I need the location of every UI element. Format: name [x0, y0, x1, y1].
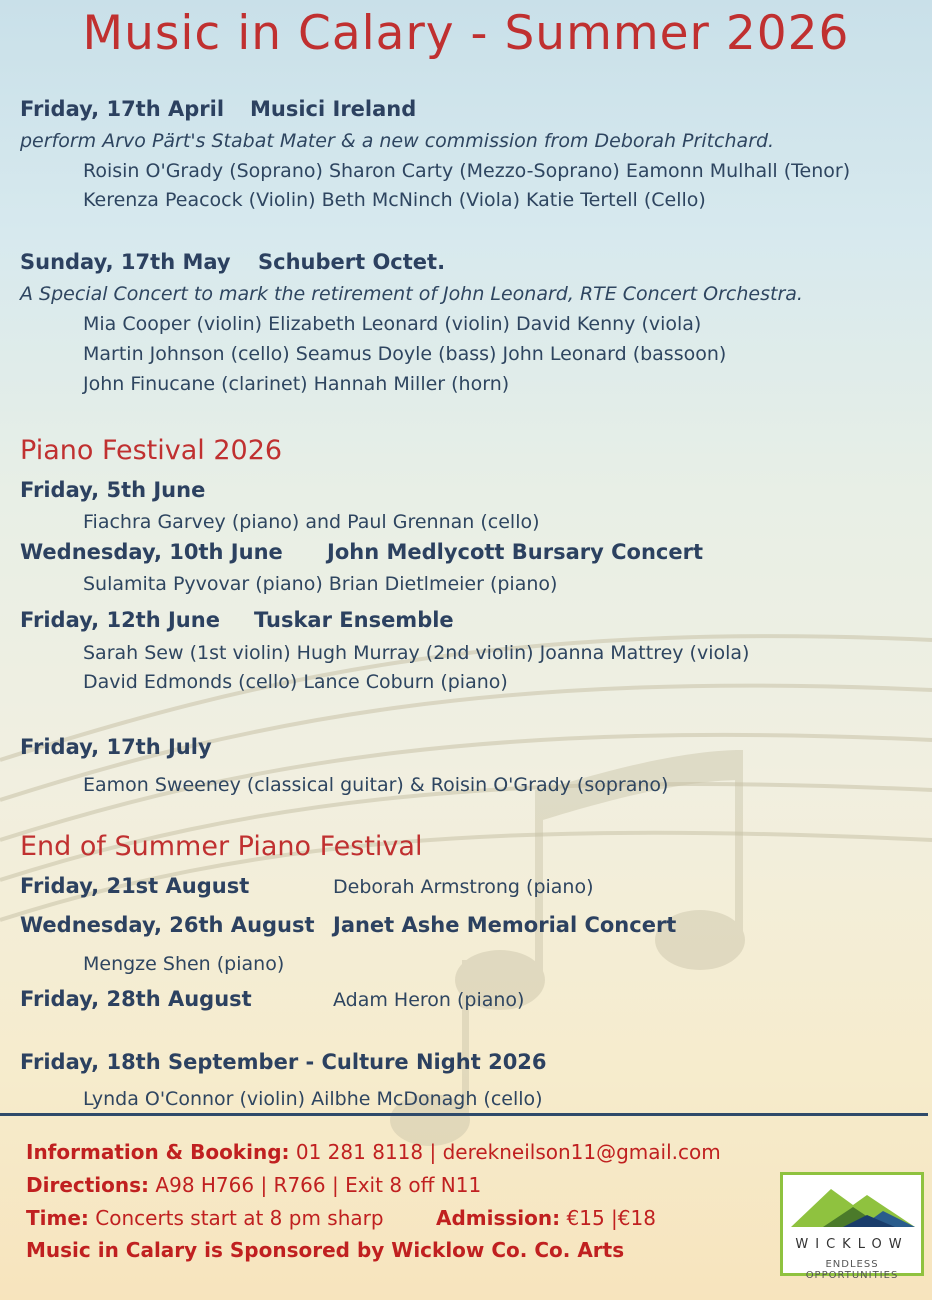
wicklow-logo	[780, 1172, 924, 1281]
event-date: Wednesday, 10th June	[20, 540, 283, 564]
sponsor-text: Music in Calary is Sponsored by Wicklow Co. Co. Arts	[26, 1238, 625, 1262]
performers-line: Kerenza Peacock (Violin) Beth McNinch (Viola) Katie Tertell (Cello)	[83, 189, 706, 211]
time-info	[26, 1206, 384, 1230]
section-heading: Piano Festival 2026	[20, 435, 283, 466]
event-date: Friday, 28th August	[20, 987, 252, 1011]
directions-info	[26, 1173, 481, 1197]
event-name: Schubert Octet.	[258, 250, 446, 274]
directions-value: A98 H766 | R766 | Exit 8 off N11	[155, 1173, 482, 1197]
event-date: Friday, 17th April	[20, 97, 225, 121]
booking-label: Information & Booking:	[26, 1140, 290, 1164]
event-description: perform Arvo Pärt's Stabat Mater & a new commission from Deborah Pritchard.	[20, 130, 775, 152]
event-name: John Medlycott Bursary Concert	[327, 540, 703, 564]
admission-label: Admission:	[436, 1206, 561, 1230]
performers-line: Sulamita Pyvovar (piano) Brian Dietlmeier (piano)	[83, 573, 558, 595]
event-name: Tuskar Ensemble	[254, 608, 454, 632]
performers-line: Lynda O'Connor (violin) Ailbhe McDonagh (cello)	[83, 1088, 543, 1110]
performers-line: Mia Cooper (violin) Elizabeth Leonard (violin) David Kenny (viola)	[83, 313, 702, 335]
booking-info	[26, 1140, 721, 1164]
event-name: Janet Ashe Memorial Concert	[333, 913, 677, 937]
event-name: Musici Ireland	[250, 97, 417, 121]
performers-line: Adam Heron (piano)	[333, 989, 525, 1011]
performers-line: David Edmonds (cello) Lance Coburn (piano)	[83, 671, 508, 693]
performers-line: Roisin O'Grady (Soprano) Sharon Carty (Mezzo-Soprano) Eamonn Mulhall (Tenor)	[83, 160, 851, 182]
time-value: Concerts start at 8 pm sharp	[95, 1206, 384, 1230]
event-date: Friday, 12th June	[20, 608, 220, 632]
admission-value: €15 |€18	[566, 1206, 656, 1230]
mountains-icon	[783, 1175, 921, 1235]
performers-line: Deborah Armstrong (piano)	[333, 876, 594, 898]
performers-line: Sarah Sew (1st violin) Hugh Murray (2nd violin) Joanna Mattrey (viola)	[83, 642, 750, 664]
booking-value: 01 281 8118 | derekneilson11@gmail.com	[295, 1140, 721, 1164]
event-date: Friday, 18th September - Culture Night 2026	[20, 1050, 547, 1074]
logo-wordmark: WICKLOW	[795, 1237, 909, 1252]
section-heading: End of Summer Piano Festival	[20, 831, 423, 862]
performers-line: Mengze Shen (piano)	[83, 953, 285, 975]
event-date: Sunday, 17th May	[20, 250, 231, 274]
event-date: Wednesday, 26th August	[20, 913, 315, 937]
event-date: Friday, 17th July	[20, 735, 212, 759]
page-title: Music in Calary - Summer 2026	[82, 6, 850, 61]
directions-label: Directions:	[26, 1173, 150, 1197]
logo-tagline: ENDLESS OPPORTUNITIES	[805, 1259, 899, 1281]
event-date: Friday, 21st August	[20, 874, 250, 898]
sponsor-info	[26, 1238, 624, 1262]
performers-line: John Finucane (clarinet) Hannah Miller (horn)	[83, 373, 510, 395]
performers-line: Eamon Sweeney (classical guitar) & Roisin O'Grady (soprano)	[83, 774, 669, 796]
admission-info	[436, 1206, 656, 1230]
event-description: A Special Concert to mark the retirement of John Leonard, RTE Concert Orchestra.	[20, 283, 803, 305]
footer-divider	[0, 1113, 928, 1116]
event-date: Friday, 5th June	[20, 478, 206, 502]
performers-line: Martin Johnson (cello) Seamus Doyle (bass) John Leonard (bassoon)	[83, 343, 727, 365]
time-label: Time:	[26, 1206, 89, 1230]
performers-line: Fiachra Garvey (piano) and Paul Grennan (cello)	[83, 511, 540, 533]
